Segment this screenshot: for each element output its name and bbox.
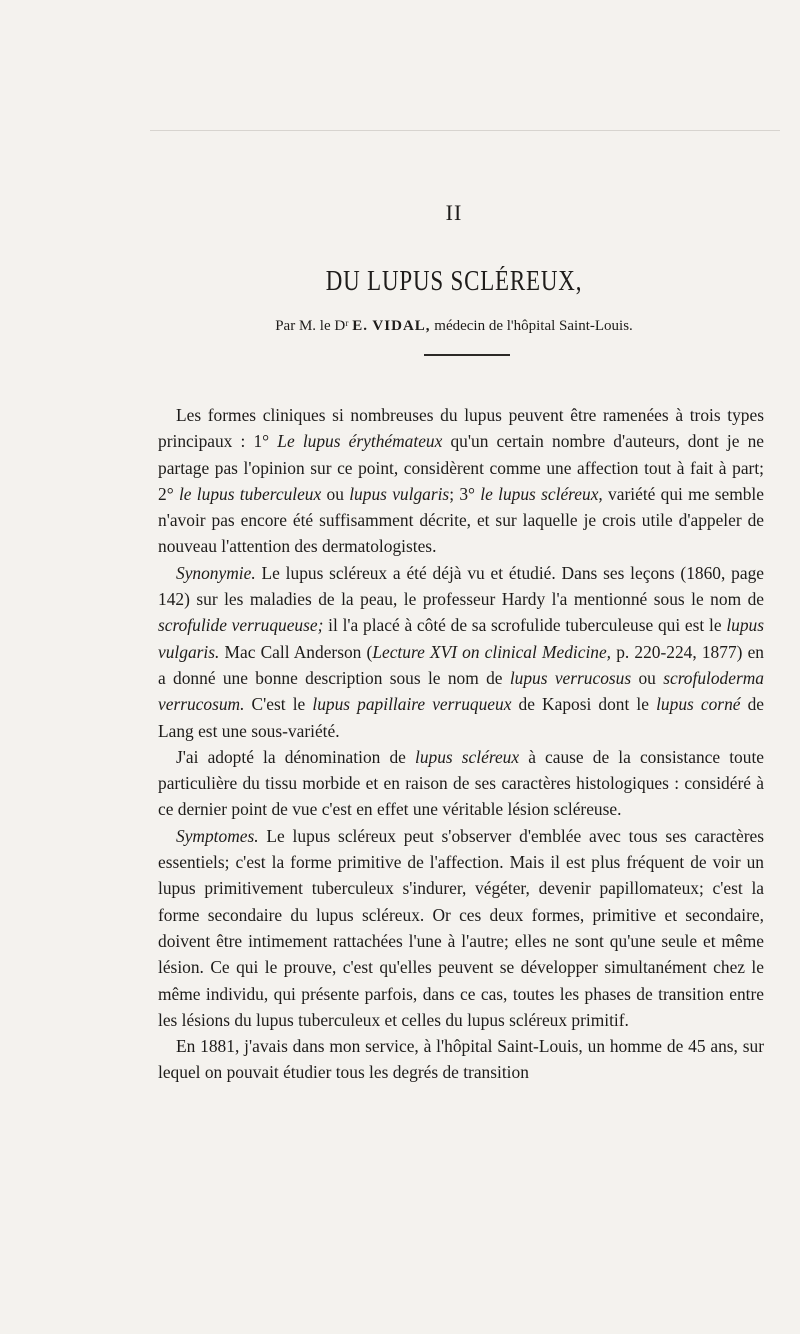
text-run: il l'a placé à côté de sa scrofulide tuberculeuse qui est le xyxy=(323,615,727,636)
italic-text: lupus vulgaris xyxy=(349,483,450,504)
text-run: p. 220-224, 1877) en a donné une bonne description sous le nom de xyxy=(158,641,765,688)
text-run: qu'un certain nombre d'auteurs, dont je ne partage pas l'opinion sur ce point, considèrent comme une affection tout à fait à part; 2° xyxy=(158,431,764,504)
text-run: de Kaposi dont le xyxy=(511,694,657,715)
text-run: de Lang est une sous-variété. xyxy=(158,694,765,741)
article-title: DU LUPUS SCLÉREUX, xyxy=(325,266,583,297)
italic-text: scrofulide verruqueuse; xyxy=(158,615,324,636)
title-divider xyxy=(424,354,510,356)
text-run: à cause de la consistance toute particulière du tissu morbide et en raison de ses caractères histologiques : considéré à ce dernier point de vue c'est en effet une véritable lésion scléreuse. xyxy=(158,746,764,820)
paragraph xyxy=(158,1033,764,1086)
italic-text: lupus scléreux xyxy=(414,746,520,767)
text-run: C'est le xyxy=(244,694,313,715)
author-line xyxy=(0,318,800,335)
text-run: Le lupus scléreux a été déjà vu et étudié. Dans ses leçons (1860, page 142) sur les maladies de la peau, le professeur Hardy l'a mentionné sous le nom de xyxy=(158,562,764,610)
text-run: ; 3° xyxy=(449,483,481,504)
text-run: Mac Call Anderson ( xyxy=(219,641,373,662)
paragraph xyxy=(158,744,764,823)
paragraph xyxy=(158,823,764,1033)
paragraph xyxy=(158,402,764,560)
italic-text: lupus vulgaris. xyxy=(158,615,764,662)
italic-text: le lupus tuberculeux xyxy=(178,483,322,504)
paragraph xyxy=(158,560,764,744)
section-number: II xyxy=(445,200,463,225)
italic-text: lupus corné xyxy=(656,694,741,715)
italic-text: Lecture XVI on clinical Medicine, xyxy=(372,641,612,662)
italic-text: lupus verrucosus xyxy=(509,667,632,688)
article-body xyxy=(158,402,764,1086)
text-run: J'ai adopté la dénomination de xyxy=(176,746,415,767)
italic-text: scrofuloderma verrucosum. xyxy=(158,667,764,715)
italic-text: Symptomes. xyxy=(176,825,259,846)
italic-text: Synonymie. xyxy=(176,562,256,583)
text-run: Les formes cliniques si nombreuses du lupus peuvent être ramenées à trois types principaux : 1° xyxy=(158,405,764,452)
italic-text: lupus papillaire verruqueux xyxy=(312,694,512,715)
author-affiliation: médecin de l'hôpital Saint-Louis. xyxy=(434,318,633,334)
author-prefix: Par M. le Dʳ xyxy=(275,318,349,334)
show-through-rule xyxy=(150,130,780,131)
text-run: ou xyxy=(321,483,350,504)
italic-text: Le lupus érythémateux xyxy=(277,431,443,452)
italic-text: le lupus scléreux, xyxy=(480,483,603,504)
text-run: Le lupus scléreux peut s'observer d'emblée avec tous ses caractères essentiels; c'est la forme primitive de l'affection. Mais il est plus fréquent de voir un lupus primitivement tuberculeux s'indurer, végéter, devenir papillomateux; c'est la forme secondaire du lupus scléreux. Or ces deux formes, primitive et secondaire, doivent être intimement rattachées l'une à l'autre; elles ne sont qu'une seule et même lésion. Ce qui le prouve, c'est qu'elles peuvent se développer simultanément chez le même individu, qui présente parfois, dans ce cas, toutes les phases de transition entre les lésions du lupus tuberculeux et celles du lupus scléreux primitif. xyxy=(158,825,764,1030)
text-run: variété qui me semble n'avoir pas encore été suffisamment décrite, et sur laquelle je crois utile d'appeler de nouveau l'attention des dermatologistes. xyxy=(158,483,764,557)
text-run: En 1881, j'avais dans mon service, à l'hôpital Saint-Louis, un homme de 45 ans, sur lequel on pouvait étudier tous les degrés de transition xyxy=(158,1036,764,1083)
text-run: ou xyxy=(631,667,664,688)
author-name: E. VIDAL, xyxy=(352,318,431,334)
